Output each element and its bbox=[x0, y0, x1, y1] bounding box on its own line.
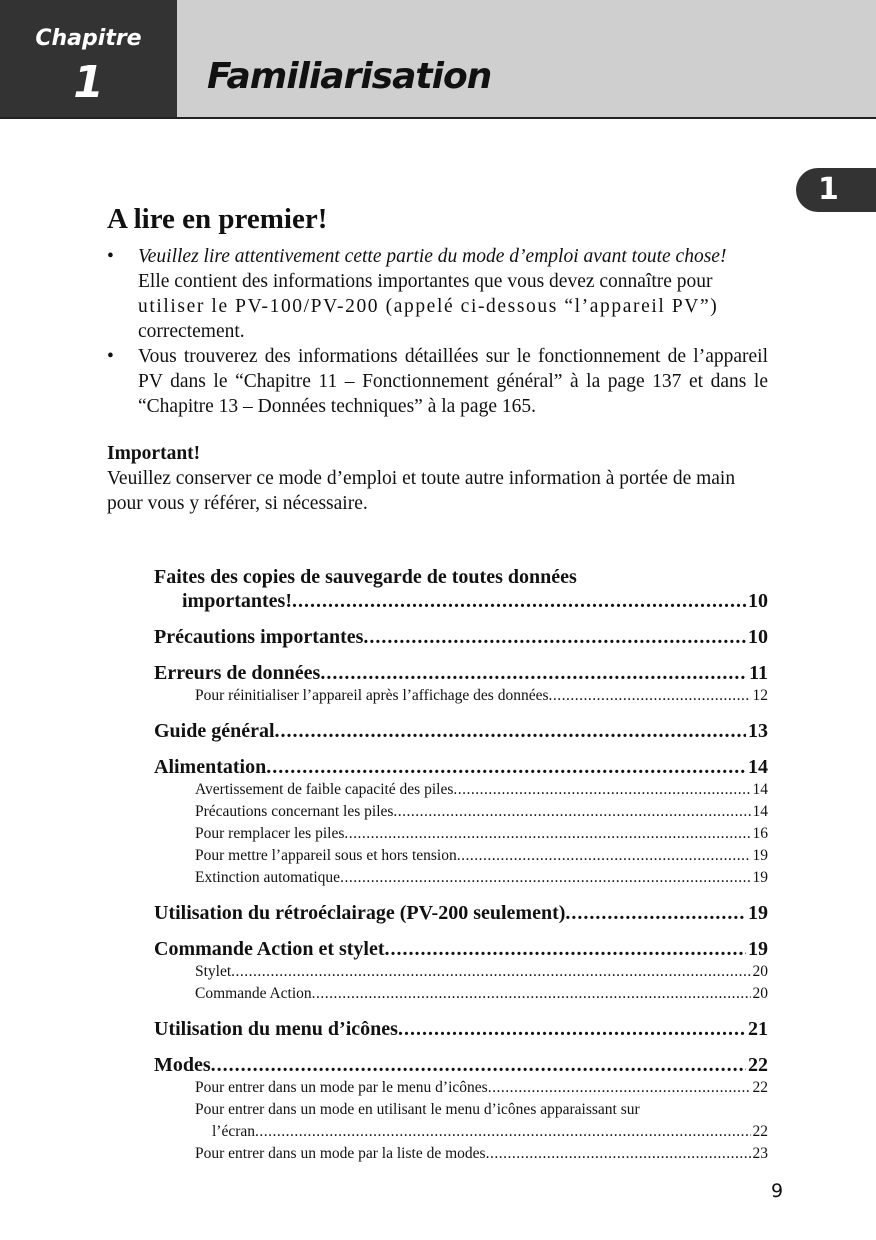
toc-entry-menu-icones[interactable] bbox=[154, 1017, 768, 1041]
toc-subentry-title: Avertissement de faible capacité des piles bbox=[195, 781, 454, 798]
toc-entry-title: Erreurs de données bbox=[154, 662, 321, 684]
leader-dots bbox=[340, 867, 750, 889]
toc-entry-modes[interactable] bbox=[154, 1053, 768, 1165]
toc-page-number: 11 bbox=[749, 662, 768, 684]
toc-entry-line bbox=[154, 719, 768, 743]
leader-dots bbox=[398, 1017, 746, 1041]
toc-subentry-title: Précautions concernant les piles bbox=[195, 803, 394, 820]
chapter-box bbox=[0, 0, 177, 117]
toc-page-number: 20 bbox=[752, 985, 768, 1002]
toc-entry-title: Faites des copies de sauvegarde de toutes données bbox=[154, 566, 577, 588]
toc-page-number: 19 bbox=[752, 847, 768, 864]
leader-dots bbox=[488, 1077, 751, 1099]
toc-subentry-title: Extinction automatique bbox=[195, 869, 341, 886]
toc-subentry[interactable] bbox=[195, 1077, 768, 1099]
intro-heading: A lire en premier! bbox=[107, 203, 328, 235]
page-number: 9 bbox=[771, 1180, 784, 1202]
leader-dots bbox=[393, 801, 750, 823]
toc-page-number: 10 bbox=[748, 590, 768, 612]
toc-entry-line bbox=[154, 901, 768, 925]
toc-subentry-title: Pour réinitialiser l’appareil après l’affichage des données bbox=[195, 687, 549, 704]
bullet-dot-icon: • bbox=[107, 246, 114, 267]
leader-dots bbox=[457, 845, 751, 867]
chapter-title: Familiarisation bbox=[207, 56, 492, 97]
leader-dots bbox=[231, 961, 750, 983]
intro-bullet-1 bbox=[107, 244, 768, 344]
toc-entry-title: Utilisation du rétroéclairage (PV-200 seulement) bbox=[154, 902, 566, 924]
toc-subentry[interactable] bbox=[195, 801, 768, 823]
toc-subentry[interactable] bbox=[195, 685, 768, 707]
toc-page-number: 22 bbox=[748, 1054, 768, 1076]
toc-page-number: 19 bbox=[748, 938, 768, 960]
leader-dots bbox=[266, 755, 746, 779]
toc-page-number: 12 bbox=[752, 687, 768, 704]
chapter-number: 1 bbox=[73, 57, 104, 108]
toc-entry-title: Guide général bbox=[154, 720, 275, 742]
leader-dots bbox=[255, 1121, 750, 1143]
toc-page-number: 22 bbox=[752, 1079, 768, 1096]
toc-entry-line bbox=[154, 661, 768, 685]
toc-page-number: 13 bbox=[748, 720, 768, 742]
toc-entry-title: Commande Action et stylet bbox=[154, 938, 385, 960]
leader-dots bbox=[565, 901, 746, 925]
toc-entry-line bbox=[154, 937, 768, 961]
toc-page-number: 19 bbox=[752, 869, 768, 886]
toc-entry-line bbox=[154, 625, 768, 649]
toc-page-number: 16 bbox=[752, 825, 768, 842]
leader-dots bbox=[486, 1143, 751, 1165]
leader-dots bbox=[453, 779, 750, 801]
leader-dots bbox=[344, 823, 750, 845]
toc-page-number: 14 bbox=[752, 781, 768, 798]
leader-dots bbox=[211, 1053, 746, 1077]
toc-subentry-title: Stylet bbox=[195, 963, 232, 980]
toc-page-number: 23 bbox=[752, 1145, 768, 1162]
toc-entry-retroeclairage[interactable] bbox=[154, 901, 768, 925]
intro-section bbox=[107, 200, 768, 516]
leader-dots bbox=[312, 983, 751, 1005]
toc-page-number: 22 bbox=[752, 1123, 768, 1140]
toc-subentry-title: Pour entrer dans un mode par le menu d’icônes bbox=[195, 1079, 488, 1096]
chapter-header bbox=[0, 0, 876, 119]
toc-entry-sauvegarde[interactable] bbox=[154, 565, 768, 613]
toc-subentry[interactable] bbox=[195, 1099, 768, 1143]
toc-subentries bbox=[195, 1077, 768, 1165]
toc-entry-title: Précautions importantes bbox=[154, 626, 364, 648]
toc-subentry[interactable] bbox=[195, 845, 768, 867]
toc-entry-title: importantes! bbox=[182, 590, 292, 612]
toc-page-number: 20 bbox=[752, 963, 768, 980]
toc-subentries bbox=[195, 685, 768, 707]
toc-page-number: 10 bbox=[748, 626, 768, 648]
toc-entry-title: Modes bbox=[154, 1054, 211, 1076]
toc-page-number: 14 bbox=[748, 756, 768, 778]
toc-subentry[interactable] bbox=[195, 867, 768, 889]
toc-page-number: 21 bbox=[748, 1018, 768, 1040]
toc-subentry[interactable] bbox=[195, 779, 768, 801]
bullet-dot-icon: • bbox=[107, 346, 114, 367]
bullet-italic-text: Veuillez lire attentivement cette partie du mode d’emploi avant toute chose! bbox=[138, 246, 727, 267]
toc-subentries bbox=[195, 779, 768, 889]
toc-subentry-title: Pour mettre l’appareil sous et hors tension bbox=[195, 847, 457, 864]
toc-entry-line bbox=[154, 1053, 768, 1077]
table-of-contents bbox=[154, 565, 768, 1165]
chapter-side-tab: 1 bbox=[796, 168, 876, 212]
toc-subentry-title: l’écran bbox=[212, 1123, 256, 1140]
toc-subentry[interactable] bbox=[195, 823, 768, 845]
toc-subentries bbox=[195, 961, 768, 1005]
toc-entry-title: Alimentation bbox=[154, 756, 267, 778]
toc-subentry-line bbox=[195, 1121, 768, 1143]
toc-entry-erreurs[interactable] bbox=[154, 661, 768, 707]
toc-entry-precautions[interactable] bbox=[154, 625, 768, 649]
bullet-text-line: utiliser le PV-100/PV-200 (appelé ci-dessous “l’appareil PV”) bbox=[138, 296, 719, 317]
toc-entry-alimentation[interactable] bbox=[154, 755, 768, 889]
toc-subentry[interactable] bbox=[195, 1143, 768, 1165]
leader-dots bbox=[320, 661, 747, 685]
toc-subentry[interactable] bbox=[195, 961, 768, 983]
leader-dots bbox=[292, 589, 746, 613]
toc-entry-guide[interactable] bbox=[154, 719, 768, 743]
leader-dots bbox=[363, 625, 746, 649]
toc-subentry-title: Pour entrer dans un mode en utilisant le menu d’icônes apparaissant sur bbox=[195, 1101, 640, 1118]
intro-bullet-2 bbox=[107, 344, 768, 419]
toc-subentry-title: Pour remplacer les piles bbox=[195, 825, 345, 842]
important-text: Veuillez conserver ce mode d’emploi et toute autre information à portée de main pour vous y référer, si nécessaire. bbox=[107, 468, 736, 514]
chapter-word: Chapitre bbox=[35, 26, 142, 51]
leader-dots bbox=[275, 719, 746, 743]
toc-subentry-title: Pour entrer dans un mode par la liste de modes bbox=[195, 1145, 486, 1162]
important-note bbox=[107, 441, 768, 516]
important-label: Important! bbox=[107, 443, 201, 464]
toc-subentry[interactable] bbox=[195, 983, 768, 1005]
leader-dots bbox=[549, 685, 751, 707]
toc-entry-line bbox=[154, 1017, 768, 1041]
toc-entry-commande-action[interactable] bbox=[154, 937, 768, 1005]
toc-page-number: 19 bbox=[748, 902, 768, 924]
leader-dots bbox=[385, 937, 746, 961]
bullet-text-line: correctement. bbox=[138, 321, 245, 342]
bullet-text: Vous trouverez des informations détaillées sur le fonctionnement de l’appareil PV dans le “Chapitre 11 – Fonctionnement général” à la page 137 et dans le “Chapitre 13 – Données techniques” à la page 165. bbox=[138, 346, 768, 417]
toc-page-number: 14 bbox=[752, 803, 768, 820]
toc-entry-title: Utilisation du menu d’icônes bbox=[154, 1018, 398, 1040]
toc-entry-line bbox=[154, 755, 768, 779]
toc-subentry-title: Commande Action bbox=[195, 985, 312, 1002]
bullet-text-line: Elle contient des informations importantes que vous devez connaître pour bbox=[138, 271, 713, 292]
toc-entry-line bbox=[154, 589, 768, 613]
